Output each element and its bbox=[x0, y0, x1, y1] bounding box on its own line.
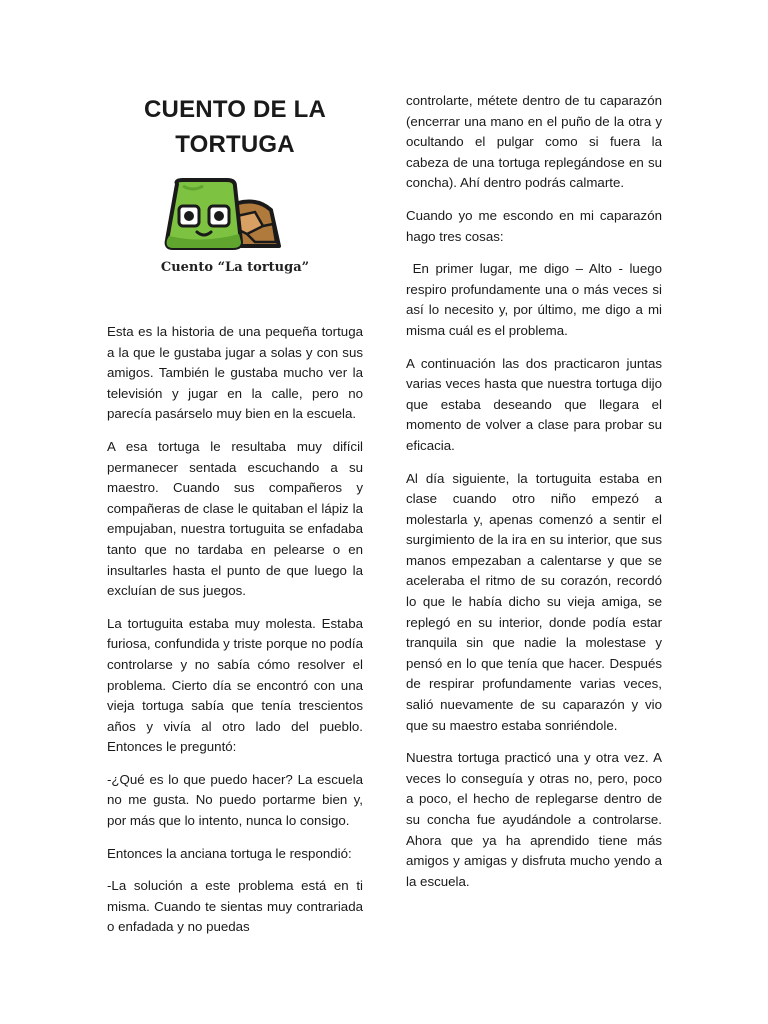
paragraph: A continuación las dos practicaron juntas varias veces hasta que nuestra tortuga dijo que estaba deseando que llegara el momento de volver a clase para probar su eficacia. bbox=[406, 355, 662, 453]
paragraph: Esta es la historia de una pequeña tortuga a la que le gustaba jugar a solas y con sus amigos. También le gustaba mucho ver la televisión y jugar en la calle, pero no parecía pasárselo muy bien en la escuela. bbox=[107, 324, 363, 422]
title-line-2: TORTUGA bbox=[175, 131, 295, 158]
left-column bbox=[107, 92, 363, 950]
paragraph: controlarte, métete dentro de tu caparazón (encerrar una mano en el puño de la otra y ocultando el pulgar como si fuera la cabeza de una tortuga replegándose en su concha). Ahí dentro podrás calmarte. bbox=[406, 93, 662, 191]
paragraph: -La solución a este problema está en ti misma. Cuando te sientas muy contrariada o enfadada y no puedas bbox=[107, 878, 363, 935]
paragraph: Cuando yo me escondo en mi caparazón hago tres cosas: bbox=[406, 207, 662, 244]
turtle-cartoon-icon bbox=[163, 176, 283, 254]
paragraph: -¿Qué es lo que puedo hacer? La escuela no me gusta. No puedo portarme bien y, por más que lo intento, nunca lo consigo. bbox=[107, 771, 363, 829]
title-line-1: CUENTO DE LA bbox=[144, 96, 326, 123]
paragraph: A esa tortuga le resultaba muy difícil permanecer sentada escuchando a su maestro. Cuando sus compañeros y compañeras de clase le quitaban el lápiz la empujaban, nuestra tortuguita se enfadaba tanto que no tardaba en pelearse o en insultarles hasta el punto de que luego la excluían de sus juegos. bbox=[107, 438, 363, 599]
paragraph: Al día siguiente, la tortuguita estaba en clase cuando otro niño empezó a molestarla y, apenas comenzó a sentir el surgimiento de la ira en su interior, que sus manos empezaban a calentarse y que se aceleraba el ritmo de su corazón, recordó lo que le había dicho su vieja amiga, se replegó en su interior, donde podía estar tranquila sin que nadie la molestase y pensó en lo que tenía que hacer. Después de respirar profundamente varias veces, salió nuevamente de su caparazón y vio que su maestro estaba sonriéndole. bbox=[406, 470, 662, 733]
paragraph: Entonces la anciana tortuga le respondió: bbox=[107, 845, 352, 861]
paragraph: Nuestra tortuga practicó una y otra vez. A veces lo conseguía y otras no, pero, poco a poco, el hecho de replegarse dentro de su concha fue ayudándole a controlarse. Ahora que ya ha aprendido tiene más amigos y amigas y disfruta mucho yendo a la escuela. bbox=[406, 750, 662, 889]
right-column bbox=[406, 91, 666, 904]
paragraph: En primer lugar, me digo – Alto - luego respiro profundamente una o más veces si así lo necesito y, por último, me digo a mi misma cuál es el problema. bbox=[406, 261, 666, 338]
illustration-caption: Cuento “La tortuga” bbox=[160, 260, 310, 275]
turtle-illustration bbox=[107, 176, 363, 286]
document-title bbox=[107, 92, 363, 162]
paragraph: La tortuguita estaba muy molesta. Estaba furiosa, confundida y triste porque no podía controlarse y no sabía cómo resolver el problema. Cierto día se encontró con una vieja tortuga sabía que tenía trescientos años y vivía al otro lado del pueblo. Entonces le preguntó: bbox=[107, 615, 363, 755]
